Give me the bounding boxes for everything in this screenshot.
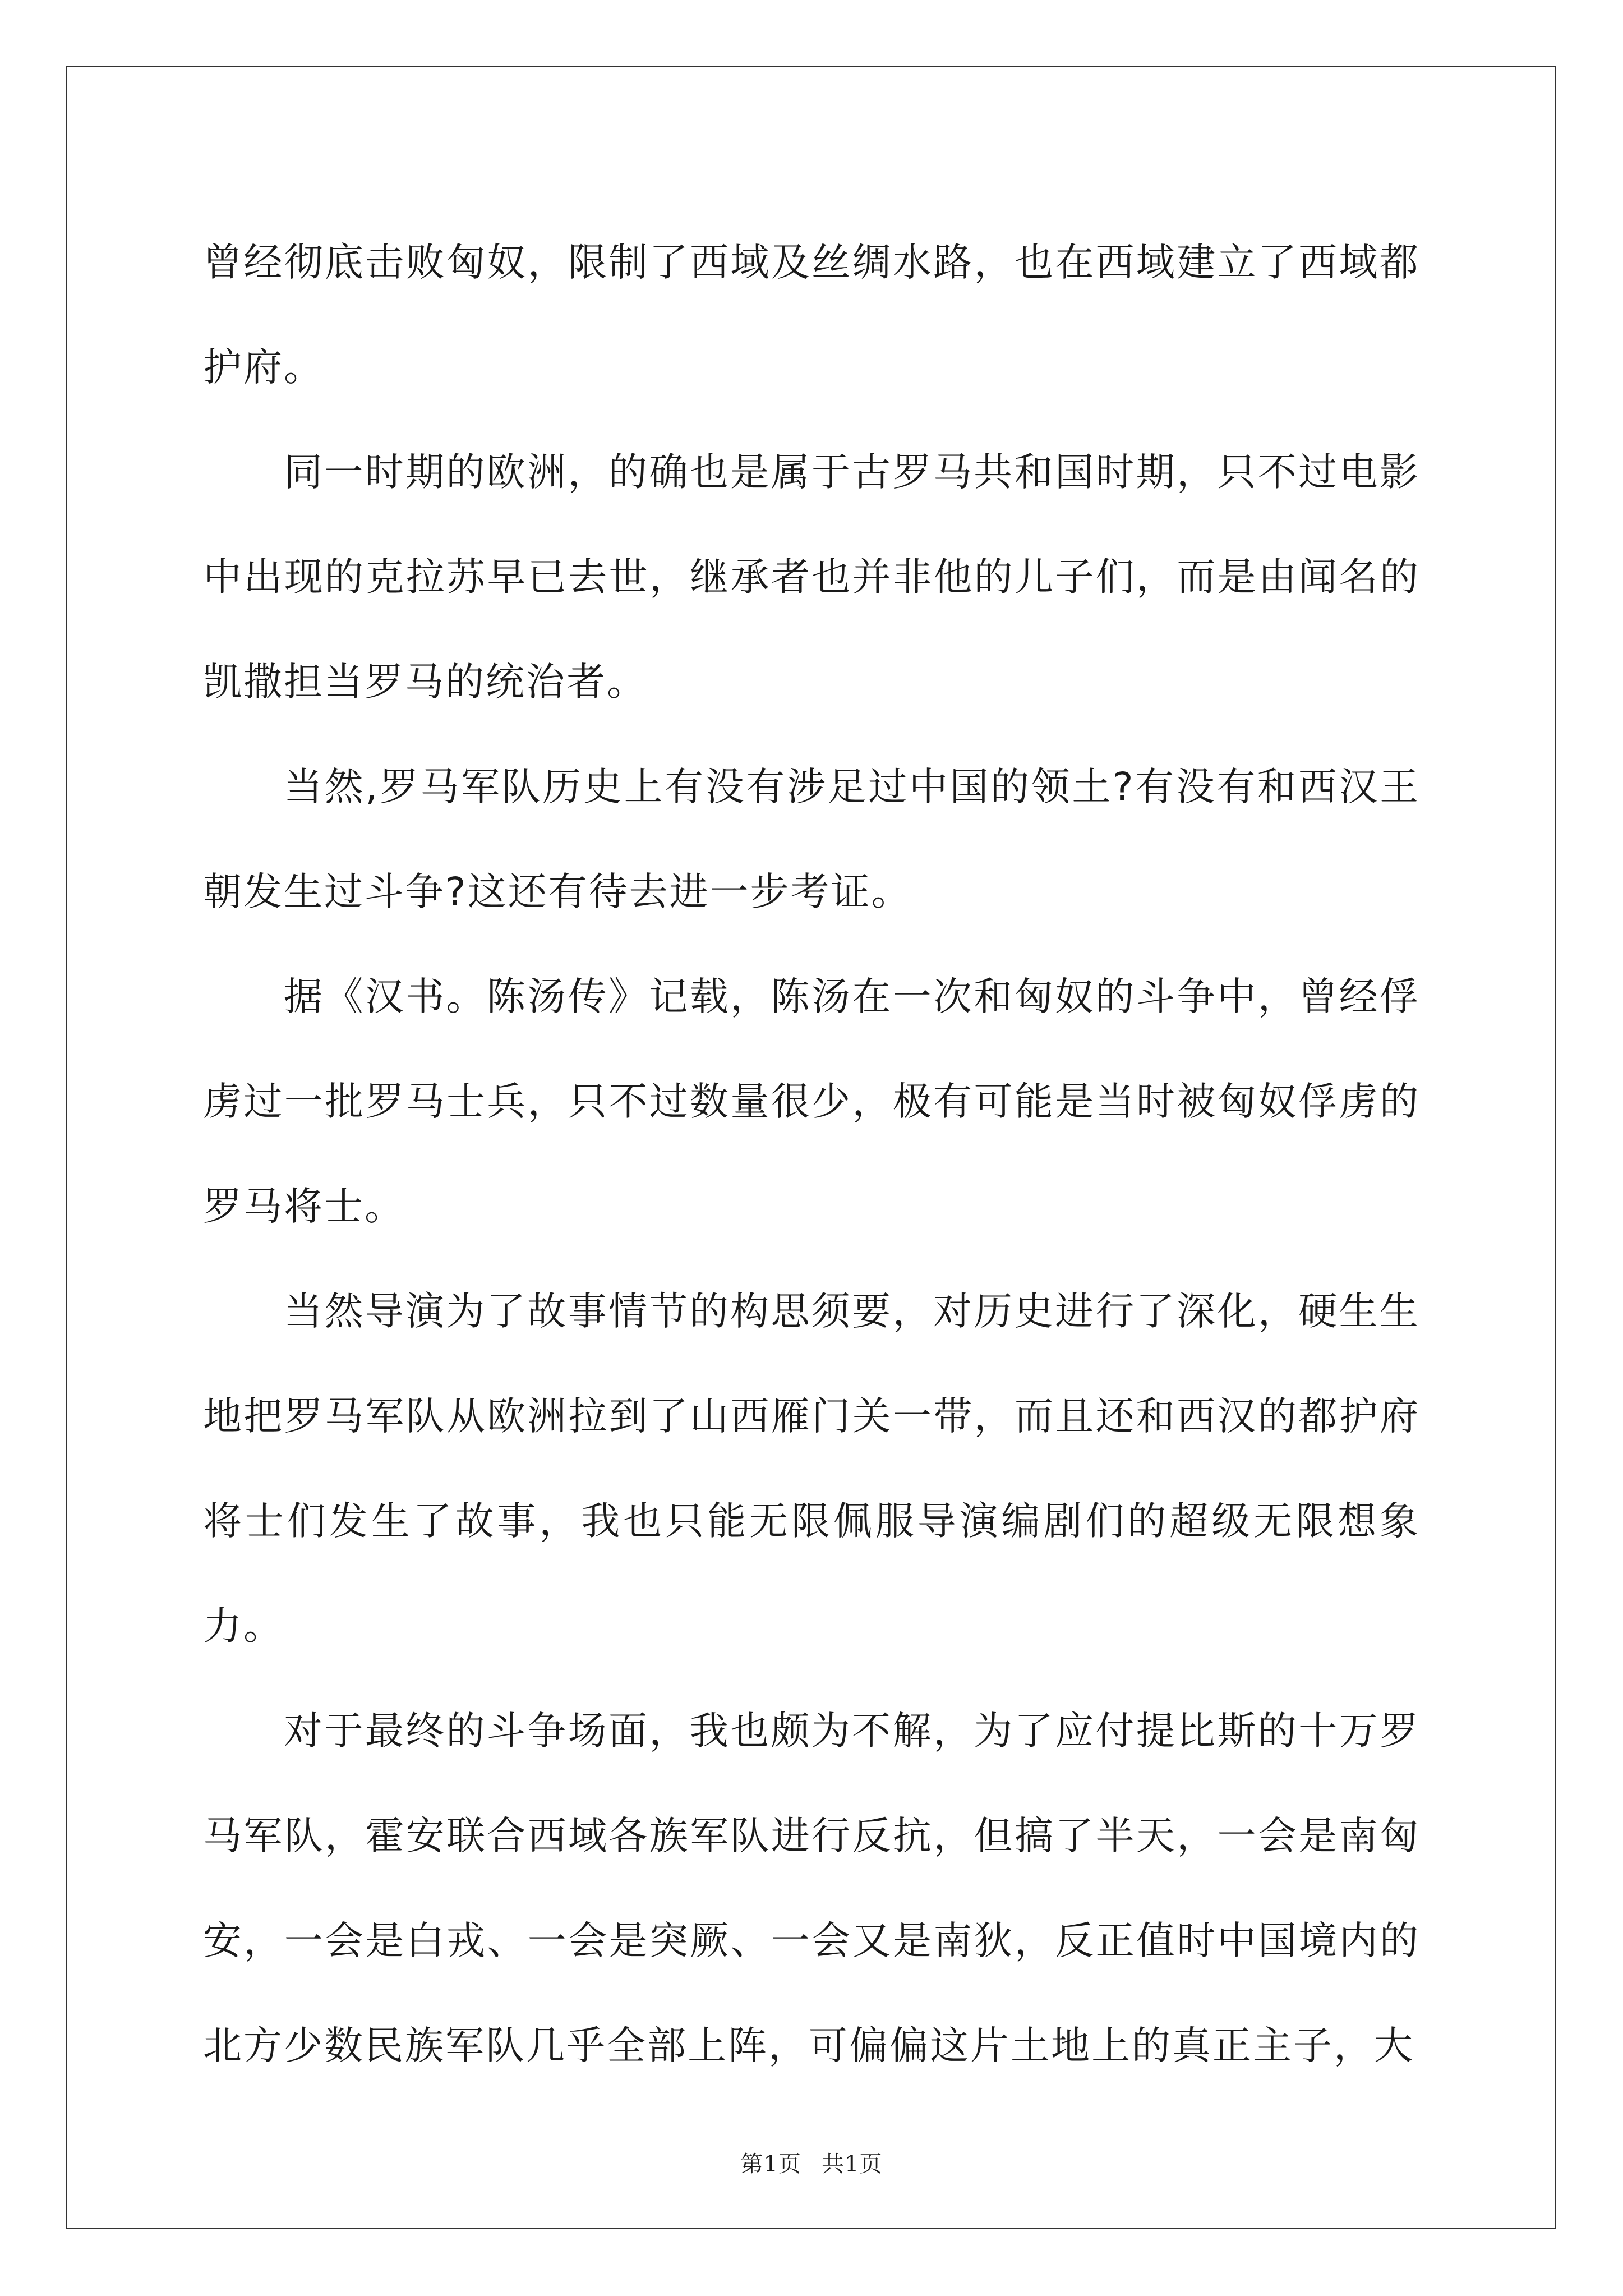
paragraph-3: 当然,罗马军队历史上有没有涉足过中国的领土?有没有和西汉王朝发生过斗争?这还有待去进一步考证。 xyxy=(203,765,1420,914)
page-number: 第1页 xyxy=(740,2151,801,2177)
paragraph-1: 曾经彻底击败匈奴，限制了西域及丝绸水路，也在西域建立了西域都护府。 xyxy=(203,240,1420,390)
page-total: 共1页 xyxy=(822,2151,883,2177)
paragraph-2: 同一时期的欧洲，的确也是属于古罗马共和国时期，只不过电影中出现的克拉苏早已去世，继承者也并非他的儿子们，而是由闻名的凯撒担当罗马的统治者。 xyxy=(203,450,1420,705)
paragraph-6: 对于最终的斗争场面，我也颇为不解，为了应付提比斯的十万罗马军队，霍安联合西域各族军队进行反抗，但搞了半天，一会是南匈安，一会是白戎、一会是突厥、一会又是南狄，反正值时中国境内的北方少数民族军队几乎全部上阵，可偏偏这片土地上的真正主子，大 xyxy=(203,1709,1420,2068)
paragraph-4: 据《汉书。陈汤传》记载，陈汤在一次和匈奴的斗争中，曾经俘虏过一批罗马士兵，只不过数量很少，极有可能是当时被匈奴俘虏的罗马将士。 xyxy=(203,974,1420,1229)
paragraph-5: 当然导演为了故事情节的构思须要，对历史进行了深化，硬生生地把罗马军队从欧洲拉到了山西雁门关一带，而且还和西汉的都护府将士们发生了故事，我也只能无限佩服导演编剧们的超级无限想象力。 xyxy=(203,1289,1420,1649)
page-footer xyxy=(0,2146,1623,2178)
document-body xyxy=(203,210,1420,2099)
